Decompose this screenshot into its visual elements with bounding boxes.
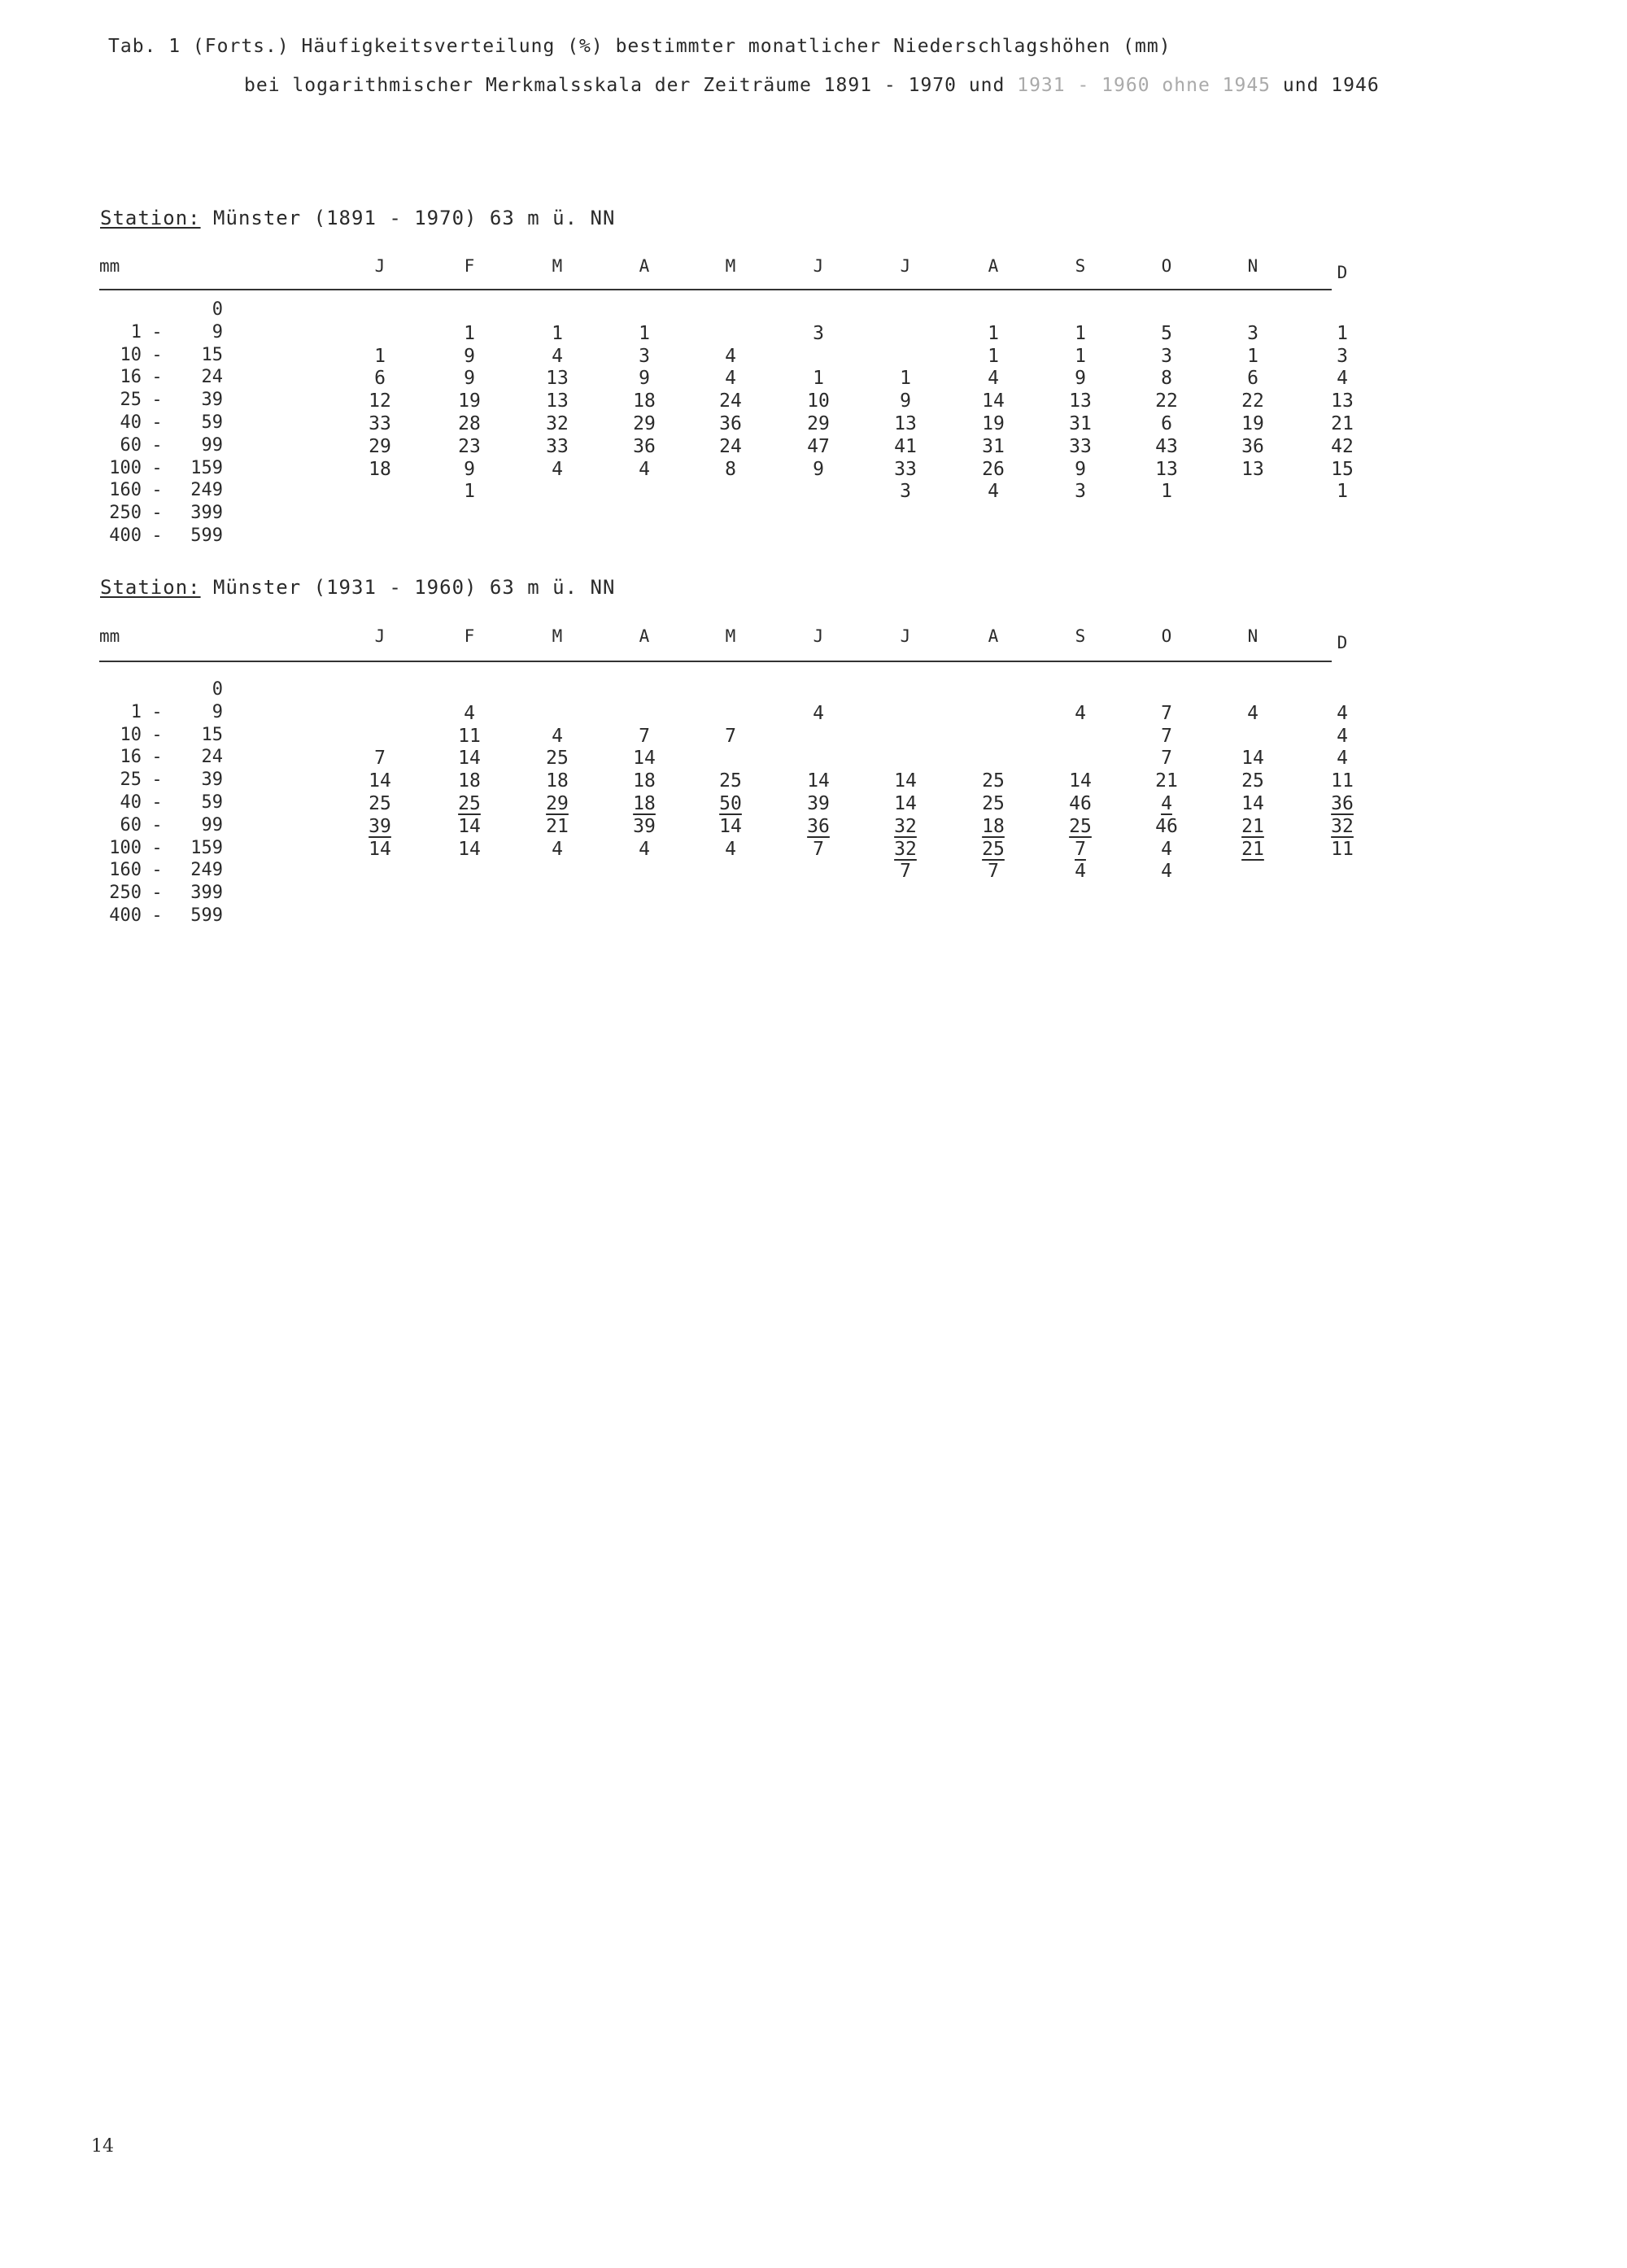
table-cell: 18 [369,458,391,480]
class-label [91,838,223,858]
table-cell: 11 [1331,838,1354,860]
class-column-header: mm [99,626,120,646]
table-cell: 1 [374,345,386,367]
table-cell: 1 [1337,322,1348,344]
table-cell: 33 [894,458,917,480]
table-cell: 18 [546,770,569,792]
table-cell: 9 [464,368,475,390]
table-cell: 3 [900,481,911,503]
table-cell: 4 [1247,702,1258,724]
class-label [91,322,223,342]
table-cell: 24 [719,435,742,457]
class-dash: - [151,724,163,745]
table-cell: 42 [1331,435,1354,457]
month-header: J [374,626,386,646]
class-label [91,458,223,478]
table-cell: 9 [639,368,650,390]
month-header: A [988,626,999,646]
table-cell: 9 [1075,458,1086,480]
table-cell: 29 [369,435,391,457]
class-dash: - [151,412,163,433]
table-cell: 4 [1161,793,1172,814]
table-cell: 10 [807,390,830,412]
table-cell: 14 [458,815,481,837]
table-cell: 18 [633,770,656,792]
table-cell: 9 [900,390,911,412]
table-cell: 7 [639,725,650,747]
table-cell: 4 [1337,368,1348,390]
month-header: S [1075,256,1086,276]
table-cell: 29 [807,413,830,434]
table-cell: 28 [458,413,481,434]
class-label [91,815,223,835]
month-header: M [552,626,563,646]
table-cell: 22 [1155,390,1178,412]
table-cell: 36 [1241,435,1264,457]
table-cell: 4 [813,702,824,724]
table-cell: 14 [894,770,917,792]
table-cell: 7 [988,861,999,883]
class-dash: - [151,701,163,722]
class-dash: - [151,814,163,835]
month-header: J [900,626,911,646]
table-cell: 4 [552,458,563,480]
class-lower-bound: 60 [120,814,142,835]
month-header: J [900,256,911,276]
table-cell: 13 [1241,458,1264,480]
class-lower-bound: 40 [120,792,142,813]
table-cell: 5 [1161,322,1172,344]
table-cell: 13 [1155,458,1178,480]
table-cell: 23 [458,435,481,457]
table-cell: 25 [1241,770,1264,792]
table-cell: 33 [1069,435,1092,457]
table-cell: 12 [369,390,391,412]
class-label [91,770,223,790]
class-upper-bound: 24 [201,747,223,768]
table-cell: 4 [1075,861,1086,883]
class-dash: - [151,390,163,411]
table-cell: 14 [1241,793,1264,814]
station-label: Station: [100,576,201,599]
table-cell: 31 [1069,413,1092,434]
table-cell: 14 [458,748,481,770]
table-cell: 19 [1241,413,1264,434]
table-cell: 4 [725,838,736,860]
class-dash: - [151,837,163,858]
class-dash: - [151,770,163,791]
class-upper-bound: 0 [212,299,223,320]
table-cell: 25 [546,748,569,770]
month-header: M [725,626,736,646]
table-cell: 7 [725,725,736,747]
table-cell: 21 [546,815,569,837]
table-cell: 6 [1161,413,1172,434]
table-cell: 14 [1241,748,1264,770]
class-upper-bound: 59 [201,412,223,433]
class-dash: - [151,480,163,501]
month-header: F [464,626,475,646]
month-header: S [1075,626,1086,646]
class-label [91,792,223,813]
class-column-header: mm [99,256,120,276]
header-rule [99,289,1332,290]
class-lower-bound: 100 [109,457,142,478]
class-dash: - [151,883,163,904]
class-lower-bound: 25 [120,390,142,411]
table-cell: 8 [725,458,736,480]
table-cell: 4 [1337,748,1348,770]
caption-text-end: und 1946 [1282,75,1380,96]
class-label [91,367,223,387]
class-lower-bound: 160 [109,480,142,501]
class-label [91,883,223,903]
class-upper-bound: 159 [190,457,223,478]
class-upper-bound: 39 [201,390,223,411]
table-cell: 25 [982,838,1005,860]
table-cell: 46 [1155,815,1178,837]
class-dash: - [151,367,163,388]
table-cell: 11 [458,725,481,747]
table-cell: 13 [894,413,917,434]
table-cell: 3 [1247,322,1258,344]
table-cell: 8 [1161,368,1172,390]
table-cell: 3 [813,322,824,344]
month-header: A [639,256,650,276]
table-cell: 1 [900,368,911,390]
station-heading [100,576,615,599]
table-cell: 21 [1331,413,1354,434]
table-cell: 4 [552,838,563,860]
table-cell: 1 [639,322,650,344]
table-cell: 47 [807,435,830,457]
station-label: Station: [100,207,201,229]
table-cell: 32 [1331,815,1354,837]
class-label [91,905,223,926]
table-cell: 14 [369,770,391,792]
table-cell: 29 [546,793,569,814]
table-cell: 9 [813,458,824,480]
table-cell: 46 [1069,793,1092,814]
table-caption-line-2 [244,75,1380,96]
class-label [91,412,223,433]
table-cell: 13 [546,368,569,390]
table-cell: 4 [1161,861,1172,883]
table-cell: 32 [894,815,917,837]
table-cell: 21 [1155,770,1178,792]
class-lower-bound: 25 [120,770,142,791]
table-cell: 13 [1331,390,1354,412]
table-cell: 6 [374,368,386,390]
table-cell: 25 [982,770,1005,792]
class-label [91,503,223,523]
table-cell: 7 [374,748,386,770]
table-cell: 1 [1161,481,1172,503]
class-label [91,747,223,767]
table-cell: 14 [369,838,391,860]
class-upper-bound: 15 [201,724,223,745]
class-lower-bound: 40 [120,412,142,433]
table-cell: 9 [464,345,475,367]
table-cell: 9 [1075,368,1086,390]
month-header: J [374,256,386,276]
table-cell: 14 [719,815,742,837]
table-cell: 18 [458,770,481,792]
class-dash: - [151,905,163,926]
table-cell: 36 [807,815,830,837]
class-dash: - [151,434,163,456]
class-upper-bound: 249 [190,860,223,881]
class-dash: - [151,860,163,881]
month-header: M [725,256,736,276]
table-cell: 4 [988,368,999,390]
table-cell: 36 [633,435,656,457]
table-cell: 15 [1331,458,1354,480]
table-cell: 7 [1161,725,1172,747]
class-upper-bound: 599 [190,526,223,546]
month-header: A [639,626,650,646]
table-cell: 13 [546,390,569,412]
month-header: J [813,256,824,276]
table-cell: 18 [982,815,1005,837]
table-cell: 11 [1331,770,1354,792]
table-cell: 1 [1075,345,1086,367]
table-cell: 3 [639,345,650,367]
table-cell: 25 [1069,815,1092,837]
table-cell: 32 [894,838,917,860]
table-cell: 1 [552,322,563,344]
class-label [91,390,223,410]
table-cell: 36 [1331,793,1354,814]
table-cell: 18 [633,390,656,412]
month-header: A [988,256,999,276]
table-cell: 1 [1247,345,1258,367]
class-lower-bound: 160 [109,860,142,881]
station-info: Münster (1891 - 1970) 63 m ü. NN [213,207,616,229]
table-cell: 14 [982,390,1005,412]
class-lower-bound: 10 [120,344,142,365]
class-label [91,679,223,700]
class-dash: - [151,747,163,768]
table-cell: 1 [464,322,475,344]
table-cell: 14 [633,748,656,770]
class-upper-bound: 99 [201,434,223,456]
class-label [91,345,223,365]
table-cell: 3 [1161,345,1172,367]
class-lower-bound: 400 [109,905,142,926]
month-header: N [1247,256,1258,276]
class-lower-bound: 1 [130,321,142,342]
class-lower-bound: 1 [130,701,142,722]
class-lower-bound: 10 [120,724,142,745]
class-lower-bound: 250 [109,883,142,904]
table-cell: 4 [1337,725,1348,747]
class-lower-bound: 16 [120,367,142,388]
table-cell: 1 [1337,481,1348,503]
table-cell: 1 [988,322,999,344]
class-upper-bound: 24 [201,367,223,388]
month-header: N [1247,626,1258,646]
class-dash: - [151,344,163,365]
class-upper-bound: 39 [201,770,223,791]
table-cell: 14 [894,793,917,814]
table-cell: 33 [546,435,569,457]
class-upper-bound: 9 [212,321,223,342]
table-cell: 21 [1241,838,1264,860]
class-upper-bound: 249 [190,480,223,501]
table-cell: 39 [633,815,656,837]
table-cell: 6 [1247,368,1258,390]
station-info: Münster (1931 - 1960) 63 m ü. NN [213,576,616,599]
table-cell: 25 [369,793,391,814]
class-upper-bound: 399 [190,883,223,904]
caption-text: bei logarithmischer Merkmalsskala der Zeiträume 1891 - 1970 und [244,75,1005,96]
table-cell: 4 [1075,702,1086,724]
class-label [91,860,223,880]
table-cell: 1 [464,481,475,503]
table-cell: 14 [1069,770,1092,792]
table-cell: 26 [982,458,1005,480]
table-cell: 29 [633,413,656,434]
class-upper-bound: 399 [190,503,223,524]
table-cell: 25 [982,793,1005,814]
table-cell: 4 [639,838,650,860]
table-cell: 14 [458,838,481,860]
table-cell: 41 [894,435,917,457]
table-cell: 39 [369,815,391,837]
table-cell: 19 [458,390,481,412]
table-cell: 7 [900,861,911,883]
page-number: 14 [91,2136,114,2157]
class-dash: - [151,526,163,546]
class-label [91,480,223,500]
table-cell: 7 [1075,838,1086,860]
month-header: D [1337,263,1348,282]
table-cell: 7 [1161,748,1172,770]
month-header: M [552,256,563,276]
header-rule [99,661,1332,662]
class-label [91,299,223,320]
table-cell: 1 [1075,322,1086,344]
class-dash: - [151,457,163,478]
table-cell: 33 [369,413,391,434]
table-cell: 25 [458,793,481,814]
month-header: F [464,256,475,276]
month-header: O [1161,256,1172,276]
table-caption-line-1: Tab. 1 (Forts.) Häufigkeitsverteilung (%) bestimmter monatlicher Niederschlagshöhen (mm) [108,36,1171,57]
table-cell: 4 [1161,838,1172,860]
table-cell: 39 [807,793,830,814]
class-label [91,435,223,456]
table-cell: 4 [725,345,736,367]
table-cell: 24 [719,390,742,412]
table-cell: 4 [725,368,736,390]
table-cell: 13 [1069,390,1092,412]
class-upper-bound: 99 [201,814,223,835]
table-cell: 19 [982,413,1005,434]
table-cell: 3 [1075,481,1086,503]
class-upper-bound: 59 [201,792,223,813]
class-upper-bound: 9 [212,701,223,722]
table-cell: 1 [988,345,999,367]
table-cell: 31 [982,435,1005,457]
class-label [91,526,223,546]
table-cell: 43 [1155,435,1178,457]
table-cell: 18 [633,793,656,814]
month-header: D [1337,633,1348,652]
caption-faded-text: 1931 - 1960 ohne 1945 [1017,75,1272,96]
class-lower-bound: 100 [109,837,142,858]
table-cell: 4 [552,725,563,747]
class-upper-bound: 159 [190,837,223,858]
month-header: O [1161,626,1172,646]
table-cell: 25 [719,770,742,792]
class-upper-bound: 0 [212,679,223,700]
table-cell: 7 [813,838,824,860]
table-cell: 22 [1241,390,1264,412]
table-cell: 36 [719,413,742,434]
class-label [91,702,223,722]
class-upper-bound: 599 [190,905,223,926]
table-cell: 14 [807,770,830,792]
table-cell: 3 [1337,345,1348,367]
table-cell: 32 [546,413,569,434]
table-cell: 4 [639,458,650,480]
table-cell: 1 [813,368,824,390]
station-heading [100,207,615,229]
table-cell: 4 [552,345,563,367]
class-lower-bound: 400 [109,526,142,546]
class-lower-bound: 60 [120,434,142,456]
class-label [91,725,223,745]
class-dash: - [151,503,163,524]
table-cell: 7 [1161,702,1172,724]
class-dash: - [151,792,163,813]
class-lower-bound: 250 [109,503,142,524]
month-header: J [813,626,824,646]
class-upper-bound: 15 [201,344,223,365]
table-cell: 21 [1241,815,1264,837]
table-cell: 9 [464,458,475,480]
table-cell: 4 [988,481,999,503]
table-cell: 4 [464,702,475,724]
table-cell: 50 [719,793,742,814]
class-lower-bound: 16 [120,747,142,768]
table-cell: 4 [1337,702,1348,724]
class-dash: - [151,321,163,342]
